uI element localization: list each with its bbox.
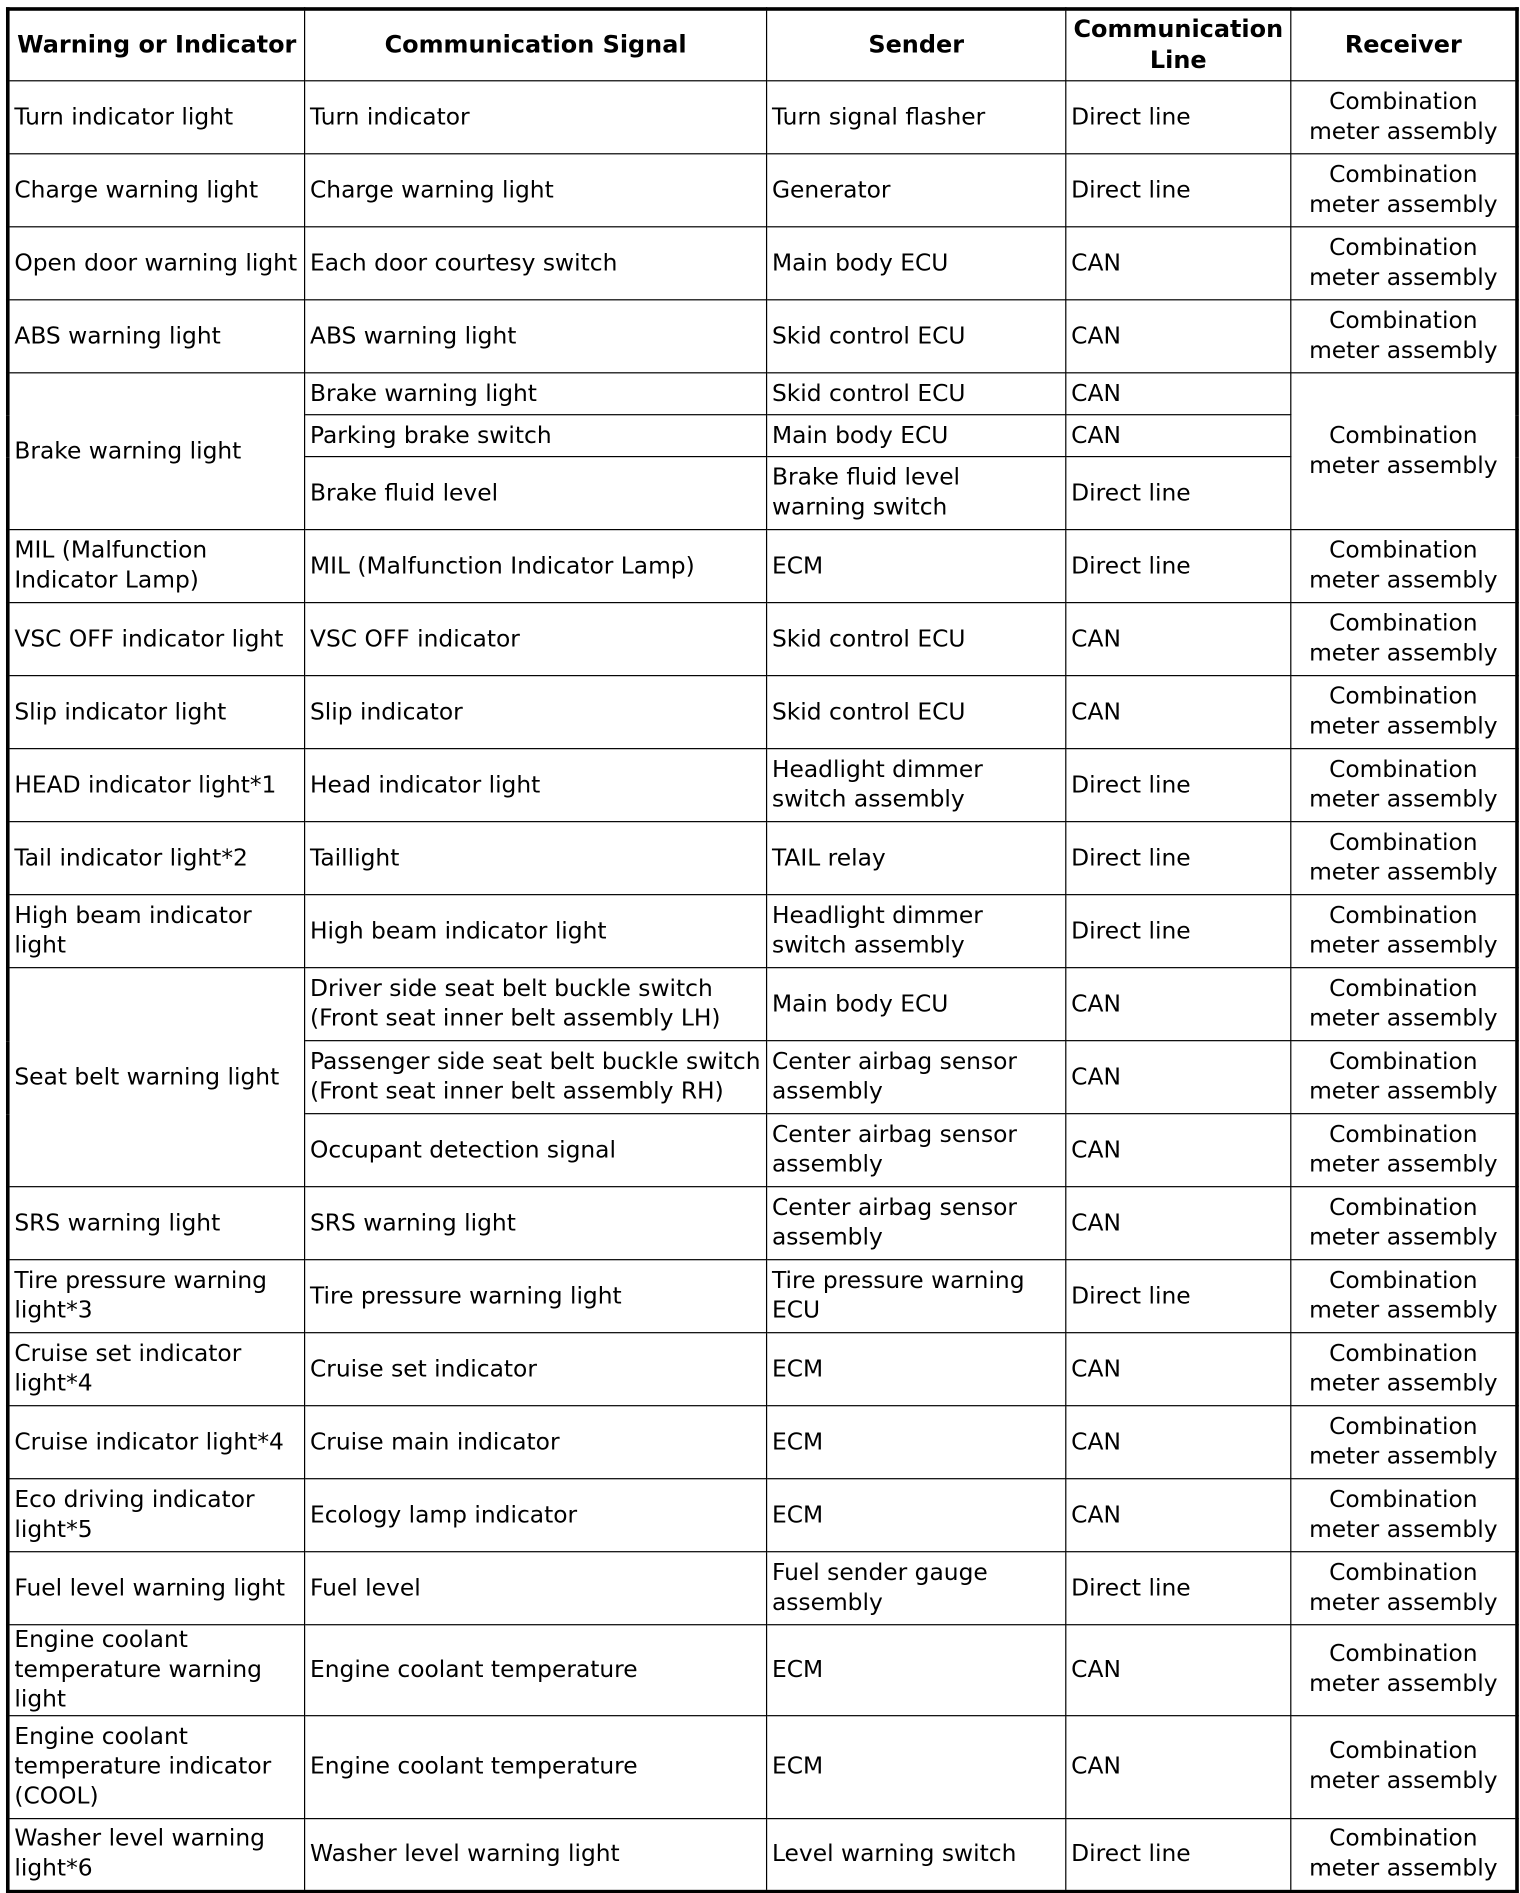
- cell-communication-line: CAN: [1066, 1406, 1291, 1479]
- table-row: [8, 1552, 1517, 1625]
- cell-sender: Skid control ECU: [767, 300, 1066, 373]
- cell-communication-line: CAN: [1066, 415, 1291, 457]
- cell-sender: Turn signal flasher: [767, 81, 1066, 154]
- cell-receiver: Combination meter assembly: [1291, 968, 1517, 1041]
- cell-warning-indicator: Tire pressure warning light*3: [8, 1260, 305, 1333]
- cell-sender: Center airbag sensor assembly: [767, 1187, 1066, 1260]
- table-row: [8, 1187, 1517, 1260]
- cell-sender: Level warning switch: [767, 1818, 1066, 1891]
- table-row: [8, 300, 1517, 373]
- cell-receiver: Combination meter assembly: [1291, 676, 1517, 749]
- table-row: [8, 1479, 1517, 1552]
- cell-receiver: Combination meter assembly: [1291, 895, 1517, 968]
- cell-communication-signal: VSC OFF indicator: [305, 603, 767, 676]
- table-row: [8, 1716, 1517, 1819]
- cell-communication-signal: Tire pressure warning light: [305, 1260, 767, 1333]
- table-row: [8, 1260, 1517, 1333]
- cell-receiver: Combination meter assembly: [1291, 1818, 1517, 1891]
- cell-communication-line: CAN: [1066, 968, 1291, 1041]
- cell-warning-indicator: SRS warning light: [8, 1187, 305, 1260]
- cell-receiver: Combination meter assembly: [1291, 373, 1517, 530]
- table-row: [8, 154, 1517, 227]
- cell-sender: Headlight dimmer switch assembly: [767, 749, 1066, 822]
- cell-warning-indicator: Brake warning light: [8, 373, 305, 530]
- cell-communication-signal: Ecology lamp indicator: [305, 1479, 767, 1552]
- cell-communication-line: CAN: [1066, 603, 1291, 676]
- header-row: [8, 9, 1517, 81]
- cell-communication-signal: Slip indicator: [305, 676, 767, 749]
- cell-communication-signal: Fuel level: [305, 1552, 767, 1625]
- table-row: [8, 603, 1517, 676]
- cell-communication-line: Direct line: [1066, 749, 1291, 822]
- cell-communication-signal: Washer level warning light: [305, 1818, 767, 1891]
- table-row: [8, 530, 1517, 603]
- cell-sender: Center airbag sensor assembly: [767, 1041, 1066, 1114]
- cell-warning-indicator: Tail indicator light*2: [8, 822, 305, 895]
- cell-sender: Fuel sender gauge assembly: [767, 1552, 1066, 1625]
- cell-receiver: Combination meter assembly: [1291, 1187, 1517, 1260]
- table-row: [8, 373, 1517, 415]
- cell-communication-line: CAN: [1066, 1625, 1291, 1716]
- table-row: [8, 822, 1517, 895]
- cell-communication-signal: High beam indicator light: [305, 895, 767, 968]
- cell-communication-signal: Cruise set indicator: [305, 1333, 767, 1406]
- cell-receiver: Combination meter assembly: [1291, 1333, 1517, 1406]
- cell-receiver: Combination meter assembly: [1291, 1625, 1517, 1716]
- cell-communication-line: Direct line: [1066, 1552, 1291, 1625]
- cell-sender: Brake fluid level warning switch: [767, 457, 1066, 530]
- cell-communication-signal: ABS warning light: [305, 300, 767, 373]
- cell-warning-indicator: High beam indicator light: [8, 895, 305, 968]
- header-communication-signal: Communication Signal: [305, 9, 767, 81]
- cell-communication-line: Direct line: [1066, 822, 1291, 895]
- cell-communication-signal: Head indicator light: [305, 749, 767, 822]
- cell-communication-signal: Engine coolant temperature: [305, 1625, 767, 1716]
- cell-communication-line: Direct line: [1066, 81, 1291, 154]
- cell-warning-indicator: Slip indicator light: [8, 676, 305, 749]
- cell-sender: ECM: [767, 1716, 1066, 1819]
- cell-communication-signal: Driver side seat belt buckle switch (Front seat inner belt assembly LH): [305, 968, 767, 1041]
- cell-sender: ECM: [767, 1406, 1066, 1479]
- cell-communication-line: CAN: [1066, 676, 1291, 749]
- cell-receiver: Combination meter assembly: [1291, 81, 1517, 154]
- cell-sender: ECM: [767, 1625, 1066, 1716]
- cell-sender: Headlight dimmer switch assembly: [767, 895, 1066, 968]
- signal-table: [6, 7, 1519, 1893]
- table-body: [8, 81, 1517, 1892]
- cell-sender: Main body ECU: [767, 968, 1066, 1041]
- table-row: [8, 676, 1517, 749]
- cell-sender: Skid control ECU: [767, 373, 1066, 415]
- table-row: [8, 895, 1517, 968]
- cell-communication-line: Direct line: [1066, 1260, 1291, 1333]
- header-receiver: Receiver: [1291, 9, 1517, 81]
- cell-sender: Skid control ECU: [767, 676, 1066, 749]
- cell-warning-indicator: VSC OFF indicator light: [8, 603, 305, 676]
- cell-warning-indicator: ABS warning light: [8, 300, 305, 373]
- cell-warning-indicator: Turn indicator light: [8, 81, 305, 154]
- cell-communication-line: Direct line: [1066, 530, 1291, 603]
- header-warning-indicator: Warning or Indicator: [8, 9, 305, 81]
- cell-communication-line: Direct line: [1066, 1818, 1291, 1891]
- cell-communication-line: Direct line: [1066, 154, 1291, 227]
- cell-sender: Tire pressure warning ECU: [767, 1260, 1066, 1333]
- cell-communication-line: CAN: [1066, 1114, 1291, 1187]
- cell-warning-indicator: Charge warning light: [8, 154, 305, 227]
- cell-warning-indicator: Open door warning light: [8, 227, 305, 300]
- cell-receiver: Combination meter assembly: [1291, 1716, 1517, 1819]
- cell-warning-indicator: Cruise indicator light*4: [8, 1406, 305, 1479]
- cell-communication-line: CAN: [1066, 227, 1291, 300]
- cell-communication-signal: Passenger side seat belt buckle switch (Front seat inner belt assembly RH): [305, 1041, 767, 1114]
- table-row: [8, 749, 1517, 822]
- cell-sender: ECM: [767, 1333, 1066, 1406]
- cell-receiver: Combination meter assembly: [1291, 1114, 1517, 1187]
- cell-communication-signal: Brake warning light: [305, 373, 767, 415]
- cell-receiver: Combination meter assembly: [1291, 749, 1517, 822]
- table-row: [8, 1333, 1517, 1406]
- cell-receiver: Combination meter assembly: [1291, 530, 1517, 603]
- cell-warning-indicator: Washer level warning light*6: [8, 1818, 305, 1891]
- cell-warning-indicator: Fuel level warning light: [8, 1552, 305, 1625]
- cell-communication-line: CAN: [1066, 1187, 1291, 1260]
- cell-sender: ECM: [767, 1479, 1066, 1552]
- table-row: [8, 227, 1517, 300]
- cell-communication-line: CAN: [1066, 1479, 1291, 1552]
- header-communication-line: Communication Line: [1066, 9, 1291, 81]
- table-row: [8, 1625, 1517, 1716]
- cell-communication-line: CAN: [1066, 1716, 1291, 1819]
- cell-warning-indicator: Eco driving indicator light*5: [8, 1479, 305, 1552]
- cell-warning-indicator: MIL (Malfunction Indicator Lamp): [8, 530, 305, 603]
- cell-communication-line: CAN: [1066, 300, 1291, 373]
- cell-communication-signal: Occupant detection signal: [305, 1114, 767, 1187]
- cell-sender: Main body ECU: [767, 415, 1066, 457]
- cell-sender: Main body ECU: [767, 227, 1066, 300]
- cell-communication-signal: Brake fluid level: [305, 457, 767, 530]
- cell-receiver: Combination meter assembly: [1291, 603, 1517, 676]
- table-row: [8, 1818, 1517, 1891]
- cell-receiver: Combination meter assembly: [1291, 1041, 1517, 1114]
- cell-communication-line: CAN: [1066, 373, 1291, 415]
- cell-sender: Center airbag sensor assembly: [767, 1114, 1066, 1187]
- cell-communication-signal: Turn indicator: [305, 81, 767, 154]
- cell-communication-line: Direct line: [1066, 895, 1291, 968]
- cell-receiver: Combination meter assembly: [1291, 227, 1517, 300]
- cell-warning-indicator: Engine coolant temperature warning light: [8, 1625, 305, 1716]
- cell-receiver: Combination meter assembly: [1291, 300, 1517, 373]
- cell-communication-line: Direct line: [1066, 457, 1291, 530]
- table-row: [8, 968, 1517, 1041]
- cell-communication-signal: MIL (Malfunction Indicator Lamp): [305, 530, 767, 603]
- cell-sender: ECM: [767, 530, 1066, 603]
- cell-sender: TAIL relay: [767, 822, 1066, 895]
- cell-receiver: Combination meter assembly: [1291, 1406, 1517, 1479]
- cell-warning-indicator: Engine coolant temperature indicator (COOL): [8, 1716, 305, 1819]
- table-row: [8, 1406, 1517, 1479]
- cell-communication-signal: Engine coolant temperature: [305, 1716, 767, 1819]
- cell-communication-signal: Taillight: [305, 822, 767, 895]
- cell-receiver: Combination meter assembly: [1291, 1260, 1517, 1333]
- header-sender: Sender: [767, 9, 1066, 81]
- cell-communication-signal: SRS warning light: [305, 1187, 767, 1260]
- cell-receiver: Combination meter assembly: [1291, 1479, 1517, 1552]
- cell-communication-signal: Charge warning light: [305, 154, 767, 227]
- cell-communication-signal: Cruise main indicator: [305, 1406, 767, 1479]
- cell-warning-indicator: Cruise set indicator light*4: [8, 1333, 305, 1406]
- cell-receiver: Combination meter assembly: [1291, 822, 1517, 895]
- cell-communication-line: CAN: [1066, 1041, 1291, 1114]
- cell-sender: Generator: [767, 154, 1066, 227]
- cell-communication-line: CAN: [1066, 1333, 1291, 1406]
- table-row: [8, 81, 1517, 154]
- cell-warning-indicator: HEAD indicator light*1: [8, 749, 305, 822]
- cell-sender: Skid control ECU: [767, 603, 1066, 676]
- cell-warning-indicator: Seat belt warning light: [8, 968, 305, 1187]
- cell-receiver: Combination meter assembly: [1291, 1552, 1517, 1625]
- cell-communication-signal: Each door courtesy switch: [305, 227, 767, 300]
- cell-receiver: Combination meter assembly: [1291, 154, 1517, 227]
- cell-communication-signal: Parking brake switch: [305, 415, 767, 457]
